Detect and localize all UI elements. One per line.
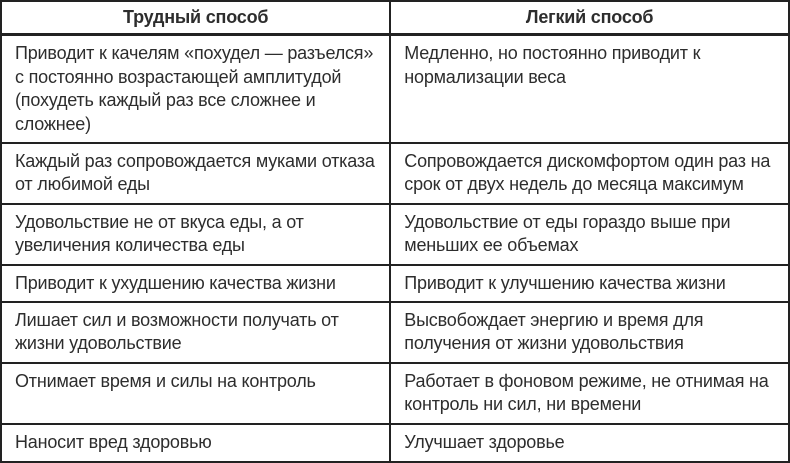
header-row <box>1 1 789 35</box>
cell-hard-food-refusal-torment: Каждый раз сопровождается муками отказа от любимой еды <box>1 143 390 204</box>
cell-easy-improves-health: Улучшает здоровье <box>390 424 789 462</box>
cell-hard-pleasure-from-quantity: Удовольствие не от вкуса еды, а от увеличения количества еды <box>1 204 390 265</box>
column-header-easy-way: Легкий способ <box>390 1 789 35</box>
table-row <box>1 424 789 462</box>
table-row <box>1 265 789 302</box>
cell-hard-harms-health: Наносит вред здоровью <box>1 424 390 462</box>
cell-hard-weight-swings: Приводит к качелям «похудел — разъелся» с постоянно возрастающей амплитудой (похудеть каждый раз все сложнее и сложнее) <box>1 35 390 143</box>
column-header-hard-way: Трудный способ <box>1 1 390 35</box>
cell-hard-takes-time-control: Отнимает время и силы на контроль <box>1 363 390 424</box>
table-row <box>1 35 789 143</box>
cell-easy-pleasure-from-food: Удовольствие от еды гораздо выше при меньших ее объемах <box>390 204 789 265</box>
cell-easy-one-time-discomfort: Сопровождается дискомфортом один раз на срок от двух недель до месяца максимум <box>390 143 789 204</box>
cell-easy-better-life-quality: Приводит к улучшению качества жизни <box>390 265 789 302</box>
table-row <box>1 363 789 424</box>
cell-hard-worse-life-quality: Приводит к ухудшению качества жизни <box>1 265 390 302</box>
table-row <box>1 302 789 363</box>
table-row <box>1 204 789 265</box>
cell-easy-background-mode: Работает в фоновом режиме, не отнимая на контроль ни сил, ни времени <box>390 363 789 424</box>
cell-easy-frees-energy: Высвобождает энергию и время для получения от жизни удовольствия <box>390 302 789 363</box>
table-row <box>1 143 789 204</box>
cell-easy-weight-normalization: Медленно, но постоянно приводит к нормализации веса <box>390 35 789 143</box>
cell-hard-deprives-strength: Лишает сил и возможности получать от жизни удовольствие <box>1 302 390 363</box>
